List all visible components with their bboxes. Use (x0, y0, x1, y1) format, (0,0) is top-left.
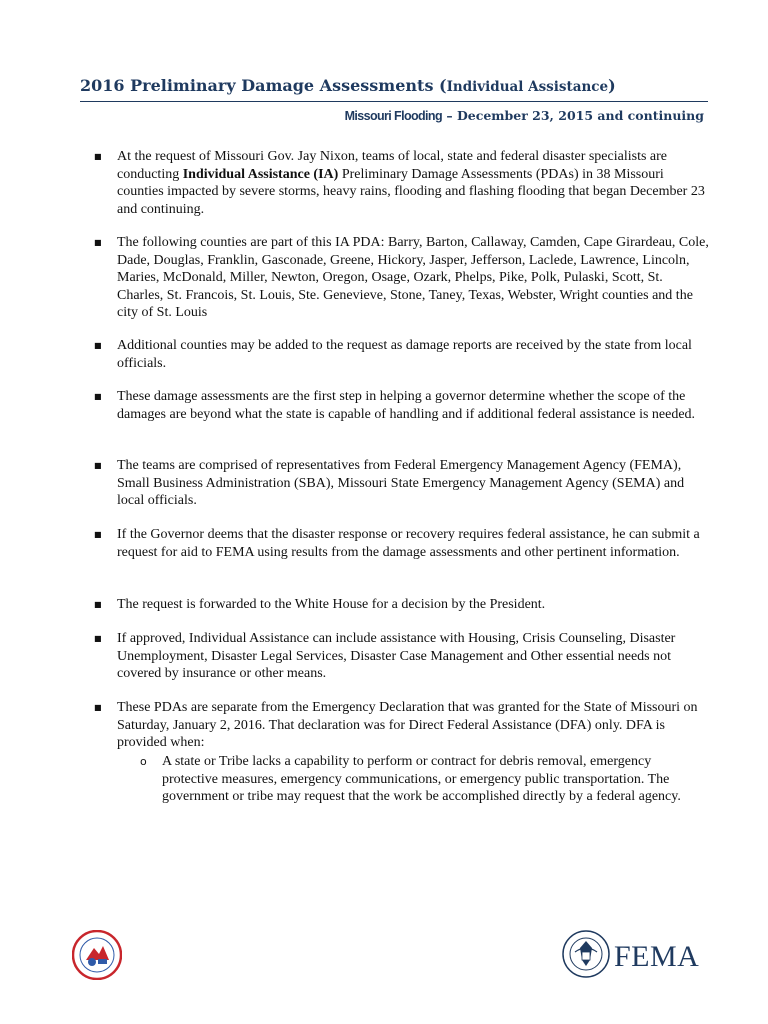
sub-bullet-text: A state or Tribe lacks a capability to perform or contract for debris removal, emergency protective measures, emergency communications, or emergency public transportation. The government or tribe may request that the work be accomplished directly by a federal agency. (162, 754, 681, 805)
bullet-text: The request is forwarded to the White House for a decision by the President. (117, 597, 546, 612)
title-small: Individual Assistance (446, 79, 609, 95)
bullet-text: At the request of Missouri Gov. Jay Nixon, teams of local, state and federal disaster specialists are conducting Individual Assistance (IA) Preliminary Damage Assessments (PDAs) in 38 Missouri counties impacted by severe storms, heavy rains, flooding and flashing flooding that began December 23 and continuing. (117, 149, 705, 217)
bullet-text: These damage assessments are the first step in helping a governor determine whether the scope of the damages are beyond what the state is capable of handling and if additional federal assistance is needed. (117, 389, 696, 422)
title-main: 2016 Preliminary Damage Assessments ( (80, 76, 447, 95)
bullet-item (94, 630, 710, 683)
fema-logo-text: FEMA (614, 940, 700, 973)
subtitle-dates: – December 23, 2015 and continuing (442, 108, 704, 123)
square-bullet-icon: ■ (94, 461, 102, 470)
bullet-text: Additional counties may be added to the request as damage reports are received by the state from local officials. (117, 338, 692, 371)
square-bullet-icon: ■ (94, 703, 102, 712)
square-bullet-icon: ■ (94, 238, 102, 247)
title-end: ) (608, 76, 616, 95)
hollow-circle-bullet-icon: o (140, 755, 147, 768)
bullet-item (94, 596, 710, 614)
bullet-item (94, 699, 710, 752)
square-bullet-icon: ■ (94, 341, 102, 350)
page-subtitle (345, 108, 704, 123)
square-bullet-icon: ■ (94, 600, 102, 609)
bullet-item (94, 234, 710, 322)
bullet-text: These PDAs are separate from the Emergency Declaration that was granted for the State of Missouri on Saturday, January 2, 2016. That declaration was for Direct Federal Assistance (DFA) only. DFA is provided when: (117, 700, 698, 751)
page-title (80, 76, 720, 95)
bold-term: Individual Assistance (IA) (182, 166, 339, 182)
bullet-item (94, 148, 710, 218)
square-bullet-icon: ■ (94, 392, 102, 401)
bullet-item (94, 337, 710, 372)
square-bullet-icon: ■ (94, 634, 102, 643)
title-rule (80, 101, 708, 102)
bullet-item (94, 526, 710, 561)
bullet-text: The teams are comprised of representatives from Federal Emergency Management Agency (FEMA), Small Business Administration (SBA), Missouri State Emergency Management Agency (SEMA) and local officials. (117, 458, 685, 509)
square-bullet-icon: ■ (94, 152, 102, 161)
square-bullet-icon: ■ (94, 530, 102, 539)
bullet-text: If the Governor deems that the disaster response or recovery requires federal assistance, he can submit a request for aid to FEMA using results from the damage assessments and other pertinent information. (117, 527, 700, 560)
bullet-text: If approved, Individual Assistance can include assistance with Housing, Crisis Counseling, Disaster Unemployment, Disaster Legal Services, Disaster Case Management and Other essential needs not covered by insurance or other means. (117, 631, 676, 682)
missouri-sema-seal-icon (72, 930, 122, 980)
dhs-seal-icon (562, 930, 610, 978)
subtitle-event: Missouri Flooding (344, 109, 442, 123)
bullet-item (94, 388, 710, 423)
bullet-text: The following counties are part of this IA PDA: Barry, Barton, Callaway, Camden, Cape Girardeau, Cole, Dade, Douglas, Franklin, Gasconade, Greene, Hickory, Jasper, Jefferson, Laclede, Lawrence, Lincoln, Maries, McDonald, Miller, Newton, Oregon, Osage, Ozark, Phelps, Pike, Polk, Pulaski, Scott, St. Charles, St. Francois, St. Louis, Ste. Genevieve, Stone, Taney, Texas, Webster, Wright counties and the city of St. Louis (117, 235, 709, 321)
sub-bullet-item (140, 753, 710, 806)
bullet-item (94, 457, 710, 510)
